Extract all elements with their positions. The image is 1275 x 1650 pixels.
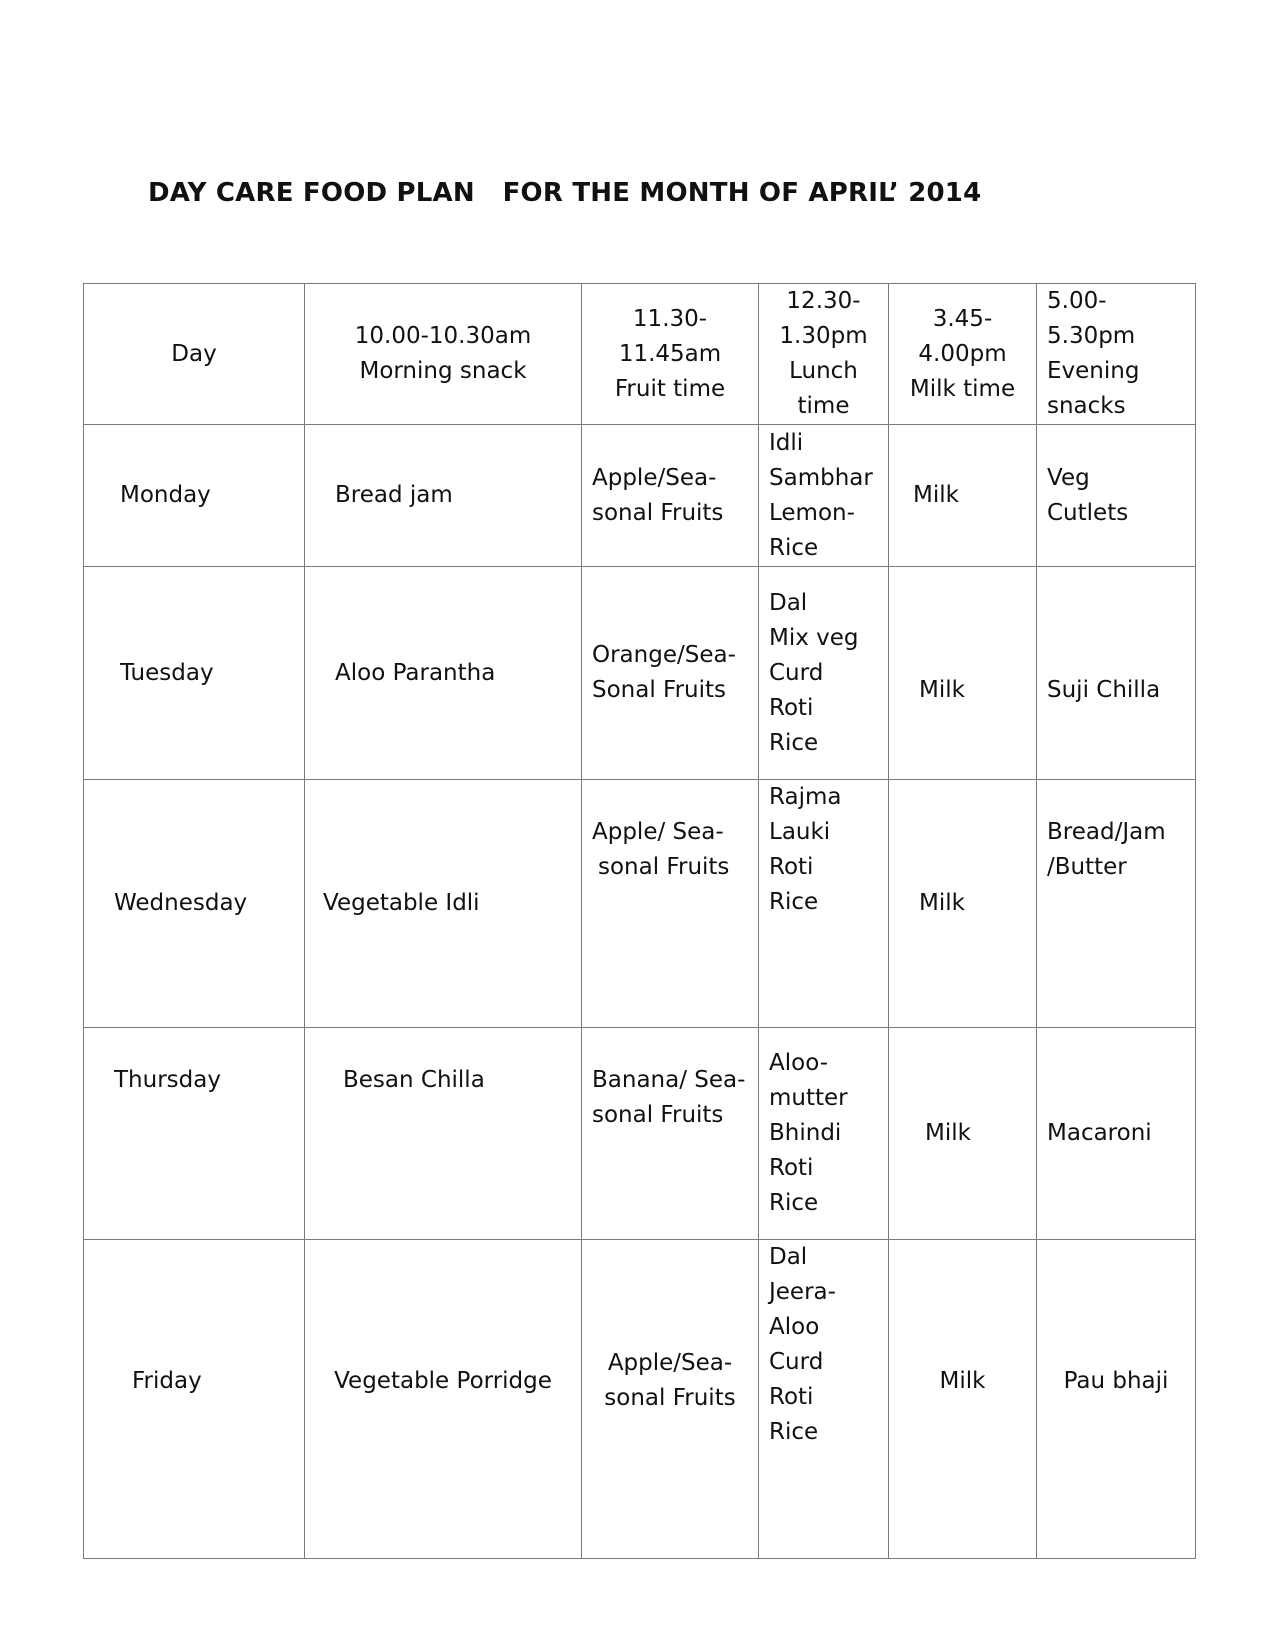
header-lunch-time-line: 1.30pm bbox=[779, 323, 868, 349]
header-evening-snacks-line: Evening bbox=[1047, 358, 1140, 384]
cell-fruit-time bbox=[582, 1028, 759, 1240]
header-day-line: Day bbox=[171, 340, 217, 367]
header-fruit-time-line: 11.30- bbox=[632, 305, 708, 332]
table-row bbox=[84, 425, 1196, 567]
header-evening-snacks bbox=[1037, 284, 1196, 425]
table-row bbox=[84, 1240, 1196, 1559]
cell-morning-snack-text: Bread jam bbox=[335, 482, 453, 508]
cell-fruit-time-text: Apple/Sea- bbox=[592, 464, 717, 491]
cell-morning-snack bbox=[305, 425, 582, 567]
cell-lunch-time bbox=[759, 425, 889, 567]
cell-lunch-time-text: Rice bbox=[769, 889, 819, 915]
cell-lunch-time-text: Jeera- bbox=[769, 1279, 836, 1305]
cell-day-text: Monday bbox=[120, 482, 211, 508]
cell-evening-snacks bbox=[1037, 567, 1196, 780]
cell-lunch-time bbox=[759, 567, 889, 780]
header-milk-time-line: 3.45- bbox=[932, 305, 993, 332]
header-evening-snacks-line: snacks bbox=[1047, 393, 1126, 419]
cell-fruit-time-text: Orange/Sea- bbox=[592, 642, 736, 668]
cell-lunch-time-text: Sambhar bbox=[769, 464, 873, 491]
cell-milk-time-text: Milk bbox=[939, 1367, 986, 1394]
header-morning-snack-line: 10.00-10.30am bbox=[354, 323, 532, 349]
cell-day bbox=[84, 780, 305, 1028]
table-header-row bbox=[84, 284, 1196, 425]
header-evening-snacks-line: 5.00- bbox=[1047, 288, 1107, 314]
cell-fruit-time-text: Banana/ Sea- bbox=[592, 1067, 746, 1093]
cell-lunch-time-text: Aloo bbox=[769, 1314, 820, 1340]
cell-milk-time-text: Milk bbox=[925, 1120, 971, 1146]
header-milk-time-line: 4.00pm bbox=[918, 340, 1007, 367]
food-plan-table bbox=[83, 283, 1196, 1559]
cell-milk-time bbox=[889, 567, 1037, 780]
header-milk-time-line: Milk time bbox=[909, 375, 1016, 402]
cell-fruit-time-text: sonal Fruits bbox=[592, 499, 724, 526]
cell-lunch-time-text: Roti bbox=[769, 1155, 814, 1181]
cell-day bbox=[84, 1240, 305, 1559]
cell-fruit-time-text: Apple/Sea- bbox=[607, 1350, 733, 1376]
cell-lunch-time-text: Lauki bbox=[769, 819, 831, 845]
cell-lunch-time-text: Rice bbox=[769, 1190, 819, 1216]
cell-lunch-time-text: Rice bbox=[769, 729, 819, 756]
cell-evening-snacks bbox=[1037, 780, 1196, 1028]
cell-milk-time bbox=[889, 780, 1037, 1028]
header-fruit-time-line: Fruit time bbox=[614, 375, 726, 402]
cell-evening-snacks-text: Macaroni bbox=[1047, 1120, 1152, 1146]
cell-day-text: Tuesday bbox=[120, 659, 214, 686]
page-title: DAY CARE FOOD PLAN FOR THE MONTH OF APRIL’ 2014 bbox=[148, 178, 982, 208]
cell-fruit-time bbox=[582, 1240, 759, 1559]
cell-morning-snack bbox=[305, 1240, 582, 1559]
cell-morning-snack-text: Vegetable Idli bbox=[323, 890, 480, 916]
header-lunch-time bbox=[759, 284, 889, 425]
cell-lunch-time bbox=[759, 780, 889, 1028]
table-row bbox=[84, 1028, 1196, 1240]
header-lunch-time-line: time bbox=[797, 393, 850, 419]
cell-fruit-time-text: sonal Fruits bbox=[592, 1102, 724, 1128]
cell-evening-snacks-text: Suji Chilla bbox=[1047, 677, 1161, 703]
cell-evening-snacks-text: /Butter bbox=[1047, 854, 1127, 880]
cell-milk-time-text: Milk bbox=[919, 890, 965, 916]
cell-evening-snacks-text: Cutlets bbox=[1047, 499, 1129, 526]
cell-day bbox=[84, 425, 305, 567]
header-fruit-time-line: 11.45am bbox=[618, 340, 722, 367]
cell-day-text: Friday bbox=[132, 1367, 202, 1394]
header-morning-snack bbox=[305, 284, 582, 425]
cell-morning-snack-text: Vegetable Porridge bbox=[334, 1367, 552, 1394]
cell-morning-snack bbox=[305, 567, 582, 780]
cell-evening-snacks-text: Pau bhaji bbox=[1063, 1367, 1169, 1394]
cell-lunch-time-text: Roti bbox=[769, 694, 814, 721]
cell-lunch-time-text: Roti bbox=[769, 854, 814, 880]
cell-evening-snacks bbox=[1037, 425, 1196, 567]
cell-lunch-time-text: Dal bbox=[769, 1244, 808, 1270]
cell-morning-snack-text: Besan Chilla bbox=[343, 1067, 485, 1093]
cell-day-text: Wednesday bbox=[114, 890, 248, 916]
header-milk-time bbox=[889, 284, 1037, 425]
cell-lunch-time-text: Aloo- bbox=[769, 1050, 828, 1076]
cell-lunch-time-text: Curd bbox=[769, 1349, 824, 1375]
header-fruit-time bbox=[582, 284, 759, 425]
header-lunch-time-line: Lunch bbox=[789, 358, 858, 384]
cell-lunch-time-text: Rice bbox=[769, 534, 819, 561]
cell-fruit-time-text: sonal Fruits bbox=[604, 1385, 736, 1411]
cell-fruit-time bbox=[582, 567, 759, 780]
cell-evening-snacks bbox=[1037, 1028, 1196, 1240]
cell-milk-time bbox=[889, 1240, 1037, 1559]
header-evening-snacks-line: 5.30pm bbox=[1047, 323, 1136, 349]
cell-fruit-time-text: sonal Fruits bbox=[598, 854, 730, 880]
header-lunch-time-line: 12.30- bbox=[786, 288, 861, 314]
cell-lunch-time bbox=[759, 1028, 889, 1240]
table-row bbox=[84, 780, 1196, 1028]
cell-lunch-time-text: Mix veg bbox=[769, 624, 859, 651]
cell-milk-time-text: Milk bbox=[919, 677, 965, 703]
cell-evening-snacks bbox=[1037, 1240, 1196, 1559]
cell-morning-snack bbox=[305, 780, 582, 1028]
header-morning-snack-line: Morning snack bbox=[359, 358, 527, 384]
cell-day bbox=[84, 567, 305, 780]
cell-day bbox=[84, 1028, 305, 1240]
cell-milk-time bbox=[889, 425, 1037, 567]
cell-lunch-time-text: Idli bbox=[769, 429, 804, 456]
cell-evening-snacks-text: Veg bbox=[1047, 464, 1090, 491]
cell-milk-time bbox=[889, 1028, 1037, 1240]
cell-morning-snack bbox=[305, 1028, 582, 1240]
cell-lunch-time-text: Rice bbox=[769, 1419, 819, 1445]
header-day bbox=[84, 284, 305, 425]
cell-fruit-time-text: Apple/ Sea- bbox=[592, 819, 724, 845]
cell-fruit-time bbox=[582, 425, 759, 567]
table-row bbox=[84, 567, 1196, 780]
cell-day-text: Thursday bbox=[114, 1067, 221, 1093]
cell-lunch-time-text: Lemon- bbox=[769, 499, 855, 526]
cell-evening-snacks-text: Bread/Jam bbox=[1047, 819, 1166, 845]
cell-lunch-time-text: Curd bbox=[769, 659, 824, 686]
cell-lunch-time-text: Dal bbox=[769, 589, 808, 616]
cell-fruit-time bbox=[582, 780, 759, 1028]
cell-lunch-time-text: Rajma bbox=[769, 784, 842, 810]
cell-lunch-time-text: mutter bbox=[769, 1085, 848, 1111]
cell-fruit-time-text: Sonal Fruits bbox=[592, 677, 727, 703]
cell-lunch-time bbox=[759, 1240, 889, 1559]
cell-lunch-time-text: Roti bbox=[769, 1384, 814, 1410]
cell-lunch-time-text: Bhindi bbox=[769, 1120, 842, 1146]
cell-milk-time-text: Milk bbox=[913, 482, 959, 508]
cell-morning-snack-text: Aloo Parantha bbox=[335, 659, 496, 686]
